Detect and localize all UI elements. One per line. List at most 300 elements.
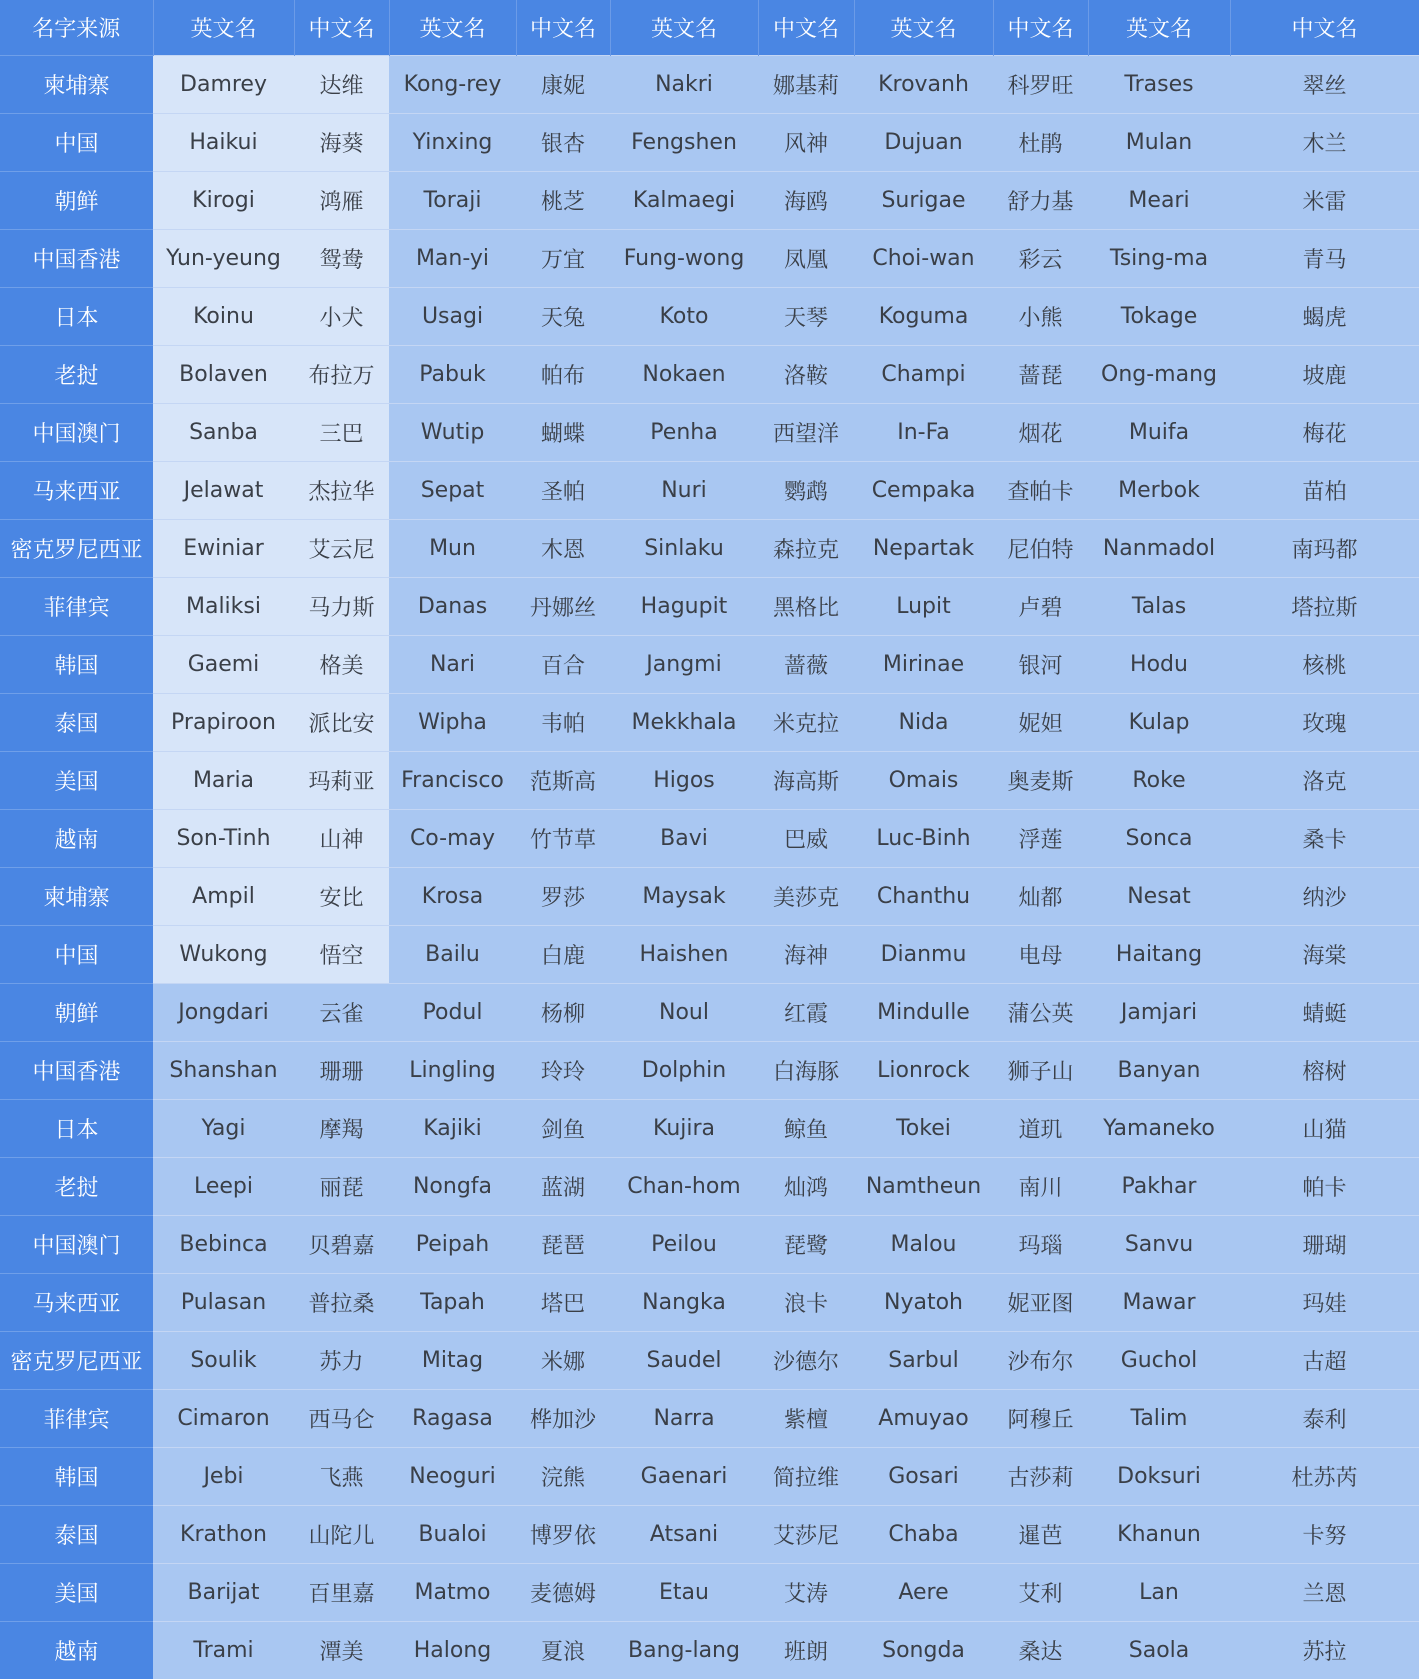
english-name-cell: Bavi <box>610 809 758 867</box>
english-name-cell: Peipah <box>389 1215 516 1273</box>
english-name-cell: Haikui <box>153 113 294 171</box>
header-english-name: 英文名 <box>389 0 516 55</box>
table-row <box>0 287 1419 345</box>
table-row <box>0 693 1419 751</box>
english-name-cell: Tsing-ma <box>1088 229 1230 287</box>
chinese-name-cell: 蝴蝶 <box>516 403 610 461</box>
header-chinese-name: 中文名 <box>1230 0 1419 55</box>
english-name-cell: Pabuk <box>389 345 516 403</box>
english-name-cell: Pulasan <box>153 1273 294 1331</box>
chinese-name-cell: 舒力基 <box>993 171 1088 229</box>
chinese-name-cell: 玛娃 <box>1230 1273 1419 1331</box>
header-chinese-name: 中文名 <box>993 0 1088 55</box>
english-name-cell: Krosa <box>389 867 516 925</box>
source-cell: 越南 <box>0 1621 153 1679</box>
chinese-name-cell: 暹芭 <box>993 1505 1088 1563</box>
english-name-cell: Roke <box>1088 751 1230 809</box>
english-name-cell: Bolaven <box>153 345 294 403</box>
chinese-name-cell: 妮妲 <box>993 693 1088 751</box>
header-english-name: 英文名 <box>610 0 758 55</box>
chinese-name-cell: 格美 <box>294 635 389 693</box>
english-name-cell: Talas <box>1088 577 1230 635</box>
english-name-cell: Koguma <box>854 287 993 345</box>
chinese-name-cell: 桑卡 <box>1230 809 1419 867</box>
chinese-name-cell: 蜻蜓 <box>1230 983 1419 1041</box>
chinese-name-cell: 天兔 <box>516 287 610 345</box>
chinese-name-cell: 白鹿 <box>516 925 610 983</box>
chinese-name-cell: 榕树 <box>1230 1041 1419 1099</box>
english-name-cell: Gaenari <box>610 1447 758 1505</box>
chinese-name-cell: 木兰 <box>1230 113 1419 171</box>
chinese-name-cell: 夏浪 <box>516 1621 610 1679</box>
english-name-cell: Maria <box>153 751 294 809</box>
chinese-name-cell: 米娜 <box>516 1331 610 1389</box>
english-name-cell: Koto <box>610 287 758 345</box>
english-name-cell: Merbok <box>1088 461 1230 519</box>
english-name-cell: Atsani <box>610 1505 758 1563</box>
english-name-cell: Nari <box>389 635 516 693</box>
chinese-name-cell: 布拉万 <box>294 345 389 403</box>
english-name-cell: Ampil <box>153 867 294 925</box>
english-name-cell: Sepat <box>389 461 516 519</box>
english-name-cell: Sinlaku <box>610 519 758 577</box>
english-name-cell: Lupit <box>854 577 993 635</box>
english-name-cell: Usagi <box>389 287 516 345</box>
header-chinese-name: 中文名 <box>758 0 854 55</box>
english-name-cell: Wutip <box>389 403 516 461</box>
english-name-cell: Pakhar <box>1088 1157 1230 1215</box>
english-name-cell: Kujira <box>610 1099 758 1157</box>
chinese-name-cell: 简拉维 <box>758 1447 854 1505</box>
english-name-cell: Yagi <box>153 1099 294 1157</box>
table-row <box>0 1041 1419 1099</box>
english-name-cell: Mekkhala <box>610 693 758 751</box>
table-row <box>0 1505 1419 1563</box>
chinese-name-cell: 康妮 <box>516 55 610 113</box>
english-name-cell: Trases <box>1088 55 1230 113</box>
chinese-name-cell: 蔷琵 <box>993 345 1088 403</box>
english-name-cell: Chanthu <box>854 867 993 925</box>
english-name-cell: Podul <box>389 983 516 1041</box>
english-name-cell: Peilou <box>610 1215 758 1273</box>
chinese-name-cell: 卡努 <box>1230 1505 1419 1563</box>
chinese-name-cell: 玛莉亚 <box>294 751 389 809</box>
english-name-cell: Meari <box>1088 171 1230 229</box>
table-row <box>0 925 1419 983</box>
english-name-cell: Bebinca <box>153 1215 294 1273</box>
chinese-name-cell: 达维 <box>294 55 389 113</box>
english-name-cell: Koinu <box>153 287 294 345</box>
english-name-cell: Halong <box>389 1621 516 1679</box>
chinese-name-cell: 百合 <box>516 635 610 693</box>
chinese-name-cell: 烟花 <box>993 403 1088 461</box>
chinese-name-cell: 罗莎 <box>516 867 610 925</box>
table-row <box>0 983 1419 1041</box>
chinese-name-cell: 玲玲 <box>516 1041 610 1099</box>
source-cell: 泰国 <box>0 693 153 751</box>
english-name-cell: Tokei <box>854 1099 993 1157</box>
chinese-name-cell: 娜基莉 <box>758 55 854 113</box>
english-name-cell: Lingling <box>389 1041 516 1099</box>
chinese-name-cell: 泰利 <box>1230 1389 1419 1447</box>
english-name-cell: Nokaen <box>610 345 758 403</box>
chinese-name-cell: 蒲公英 <box>993 983 1088 1041</box>
chinese-name-cell: 核桃 <box>1230 635 1419 693</box>
source-cell: 菲律宾 <box>0 577 153 635</box>
source-cell: 中国 <box>0 925 153 983</box>
table-row <box>0 751 1419 809</box>
english-name-cell: Guchol <box>1088 1331 1230 1389</box>
chinese-name-cell: 安比 <box>294 867 389 925</box>
english-name-cell: Bualoi <box>389 1505 516 1563</box>
chinese-name-cell: 云雀 <box>294 983 389 1041</box>
english-name-cell: Shanshan <box>153 1041 294 1099</box>
english-name-cell: Nida <box>854 693 993 751</box>
chinese-name-cell: 艾云尼 <box>294 519 389 577</box>
chinese-name-cell: 珊珊 <box>294 1041 389 1099</box>
english-name-cell: Talim <box>1088 1389 1230 1447</box>
english-name-cell: Sanba <box>153 403 294 461</box>
source-cell: 泰国 <box>0 1505 153 1563</box>
chinese-name-cell: 浣熊 <box>516 1447 610 1505</box>
chinese-name-cell: 玛瑙 <box>993 1215 1088 1273</box>
chinese-name-cell: 森拉克 <box>758 519 854 577</box>
english-name-cell: Mun <box>389 519 516 577</box>
source-cell: 马来西亚 <box>0 1273 153 1331</box>
english-name-cell: Chaba <box>854 1505 993 1563</box>
english-name-cell: Trami <box>153 1621 294 1679</box>
chinese-name-cell: 坡鹿 <box>1230 345 1419 403</box>
table-body <box>0 55 1419 1679</box>
english-name-cell: Muifa <box>1088 403 1230 461</box>
english-name-cell: Ong-mang <box>1088 345 1230 403</box>
header-chinese-name: 中文名 <box>516 0 610 55</box>
table-row <box>0 55 1419 113</box>
english-name-cell: Nuri <box>610 461 758 519</box>
chinese-name-cell: 苏拉 <box>1230 1621 1419 1679</box>
chinese-name-cell: 西望洋 <box>758 403 854 461</box>
chinese-name-cell: 艾莎尼 <box>758 1505 854 1563</box>
english-name-cell: Dolphin <box>610 1041 758 1099</box>
chinese-name-cell: 丹娜丝 <box>516 577 610 635</box>
chinese-name-cell: 派比安 <box>294 693 389 751</box>
english-name-cell: Leepi <box>153 1157 294 1215</box>
source-cell: 密克罗尼西亚 <box>0 519 153 577</box>
chinese-name-cell: 木恩 <box>516 519 610 577</box>
chinese-name-cell: 紫檀 <box>758 1389 854 1447</box>
source-cell: 越南 <box>0 809 153 867</box>
chinese-name-cell: 艾利 <box>993 1563 1088 1621</box>
chinese-name-cell: 韦帕 <box>516 693 610 751</box>
chinese-name-cell: 苗柏 <box>1230 461 1419 519</box>
english-name-cell: Haitang <box>1088 925 1230 983</box>
chinese-name-cell: 灿都 <box>993 867 1088 925</box>
english-name-cell: Kong-rey <box>389 55 516 113</box>
english-name-cell: Omais <box>854 751 993 809</box>
english-name-cell: Jamjari <box>1088 983 1230 1041</box>
chinese-name-cell: 鲸鱼 <box>758 1099 854 1157</box>
english-name-cell: Noul <box>610 983 758 1041</box>
table-row <box>0 403 1419 461</box>
english-name-cell: Maysak <box>610 867 758 925</box>
source-cell: 美国 <box>0 1563 153 1621</box>
chinese-name-cell: 兰恩 <box>1230 1563 1419 1621</box>
chinese-name-cell: 古超 <box>1230 1331 1419 1389</box>
chinese-name-cell: 米雷 <box>1230 171 1419 229</box>
english-name-cell: Ewiniar <box>153 519 294 577</box>
english-name-cell: Lan <box>1088 1563 1230 1621</box>
chinese-name-cell: 丽琵 <box>294 1157 389 1215</box>
header-source: 名字来源 <box>0 0 153 55</box>
english-name-cell: Cimaron <box>153 1389 294 1447</box>
source-cell: 中国澳门 <box>0 403 153 461</box>
table-row <box>0 1621 1419 1679</box>
english-name-cell: Dujuan <box>854 113 993 171</box>
english-name-cell: Bailu <box>389 925 516 983</box>
chinese-name-cell: 桑达 <box>993 1621 1088 1679</box>
header-english-name: 英文名 <box>1088 0 1230 55</box>
chinese-name-cell: 天琴 <box>758 287 854 345</box>
chinese-name-cell: 万宜 <box>516 229 610 287</box>
table-row <box>0 867 1419 925</box>
english-name-cell: Yamaneko <box>1088 1099 1230 1157</box>
source-cell: 菲律宾 <box>0 1389 153 1447</box>
chinese-name-cell: 博罗依 <box>516 1505 610 1563</box>
english-name-cell: Chan-hom <box>610 1157 758 1215</box>
chinese-name-cell: 鹦鹉 <box>758 461 854 519</box>
chinese-name-cell: 蔷薇 <box>758 635 854 693</box>
english-name-cell: Hodu <box>1088 635 1230 693</box>
english-name-cell: Saudel <box>610 1331 758 1389</box>
source-cell: 柬埔寨 <box>0 55 153 113</box>
chinese-name-cell: 灿鸿 <box>758 1157 854 1215</box>
chinese-name-cell: 桃芝 <box>516 171 610 229</box>
english-name-cell: Songda <box>854 1621 993 1679</box>
english-name-cell: Gaemi <box>153 635 294 693</box>
chinese-name-cell: 电母 <box>993 925 1088 983</box>
table-row <box>0 519 1419 577</box>
chinese-name-cell: 红霞 <box>758 983 854 1041</box>
english-name-cell: Francisco <box>389 751 516 809</box>
chinese-name-cell: 琵琶 <box>516 1215 610 1273</box>
chinese-name-cell: 杜苏芮 <box>1230 1447 1419 1505</box>
chinese-name-cell: 道玑 <box>993 1099 1088 1157</box>
chinese-name-cell: 南玛都 <box>1230 519 1419 577</box>
chinese-name-cell: 海高斯 <box>758 751 854 809</box>
chinese-name-cell: 米克拉 <box>758 693 854 751</box>
chinese-name-cell: 纳沙 <box>1230 867 1419 925</box>
chinese-name-cell: 玫瑰 <box>1230 693 1419 751</box>
table-row <box>0 345 1419 403</box>
table-row <box>0 229 1419 287</box>
chinese-name-cell: 帕布 <box>516 345 610 403</box>
english-name-cell: Nyatoh <box>854 1273 993 1331</box>
chinese-name-cell: 彩云 <box>993 229 1088 287</box>
chinese-name-cell: 塔巴 <box>516 1273 610 1331</box>
english-name-cell: Co-may <box>389 809 516 867</box>
chinese-name-cell: 银河 <box>993 635 1088 693</box>
source-cell: 密克罗尼西亚 <box>0 1331 153 1389</box>
english-name-cell: Mirinae <box>854 635 993 693</box>
english-name-cell: Luc-Binh <box>854 809 993 867</box>
chinese-name-cell: 塔拉斯 <box>1230 577 1419 635</box>
english-name-cell: Ragasa <box>389 1389 516 1447</box>
english-name-cell: Higos <box>610 751 758 809</box>
chinese-name-cell: 狮子山 <box>993 1041 1088 1099</box>
chinese-name-cell: 浮莲 <box>993 809 1088 867</box>
chinese-name-cell: 黑格比 <box>758 577 854 635</box>
english-name-cell: Nangka <box>610 1273 758 1331</box>
english-name-cell: Sonca <box>1088 809 1230 867</box>
source-cell: 韩国 <box>0 1447 153 1505</box>
chinese-name-cell: 梅花 <box>1230 403 1419 461</box>
english-name-cell: Nepartak <box>854 519 993 577</box>
english-name-cell: Malou <box>854 1215 993 1273</box>
chinese-name-cell: 小熊 <box>993 287 1088 345</box>
chinese-name-cell: 蓝湖 <box>516 1157 610 1215</box>
chinese-name-cell: 琵鹭 <box>758 1215 854 1273</box>
chinese-name-cell: 银杏 <box>516 113 610 171</box>
english-name-cell: Jelawat <box>153 461 294 519</box>
chinese-name-cell: 珊瑚 <box>1230 1215 1419 1273</box>
chinese-name-cell: 山猫 <box>1230 1099 1419 1157</box>
english-name-cell: Sarbul <box>854 1331 993 1389</box>
chinese-name-cell: 尼伯特 <box>993 519 1088 577</box>
chinese-name-cell: 风神 <box>758 113 854 171</box>
source-cell: 朝鲜 <box>0 983 153 1041</box>
chinese-name-cell: 南川 <box>993 1157 1088 1215</box>
chinese-name-cell: 杰拉华 <box>294 461 389 519</box>
table-row <box>0 1099 1419 1157</box>
source-cell: 中国香港 <box>0 1041 153 1099</box>
english-name-cell: Hagupit <box>610 577 758 635</box>
english-name-cell: Saola <box>1088 1621 1230 1679</box>
chinese-name-cell: 海鸥 <box>758 171 854 229</box>
source-cell: 朝鲜 <box>0 171 153 229</box>
chinese-name-cell: 鸳鸯 <box>294 229 389 287</box>
english-name-cell: Fengshen <box>610 113 758 171</box>
chinese-name-cell: 洛鞍 <box>758 345 854 403</box>
chinese-name-cell: 阿穆丘 <box>993 1389 1088 1447</box>
english-name-cell: Son-Tinh <box>153 809 294 867</box>
chinese-name-cell: 巴威 <box>758 809 854 867</box>
table-row <box>0 1157 1419 1215</box>
english-name-cell: Matmo <box>389 1563 516 1621</box>
english-name-cell: In-Fa <box>854 403 993 461</box>
chinese-name-cell: 沙德尔 <box>758 1331 854 1389</box>
english-name-cell: Wukong <box>153 925 294 983</box>
header-english-name: 英文名 <box>153 0 294 55</box>
english-name-cell: Lionrock <box>854 1041 993 1099</box>
chinese-name-cell: 查帕卡 <box>993 461 1088 519</box>
chinese-name-cell: 白海豚 <box>758 1041 854 1099</box>
english-name-cell: Wipha <box>389 693 516 751</box>
chinese-name-cell: 普拉桑 <box>294 1273 389 1331</box>
chinese-name-cell: 古莎莉 <box>993 1447 1088 1505</box>
chinese-name-cell: 沙布尔 <box>993 1331 1088 1389</box>
chinese-name-cell: 山神 <box>294 809 389 867</box>
english-name-cell: Damrey <box>153 55 294 113</box>
table-row <box>0 1447 1419 1505</box>
chinese-name-cell: 美莎克 <box>758 867 854 925</box>
english-name-cell: Danas <box>389 577 516 635</box>
chinese-name-cell: 浪卡 <box>758 1273 854 1331</box>
english-name-cell: Man-yi <box>389 229 516 287</box>
source-cell: 中国澳门 <box>0 1215 153 1273</box>
english-name-cell: Mawar <box>1088 1273 1230 1331</box>
chinese-name-cell: 范斯高 <box>516 751 610 809</box>
header-row <box>0 0 1419 55</box>
chinese-name-cell: 飞燕 <box>294 1447 389 1505</box>
english-name-cell: Barijat <box>153 1563 294 1621</box>
chinese-name-cell: 圣帕 <box>516 461 610 519</box>
table-row <box>0 1331 1419 1389</box>
english-name-cell: Mulan <box>1088 113 1230 171</box>
english-name-cell: Kalmaegi <box>610 171 758 229</box>
source-cell: 老挝 <box>0 1157 153 1215</box>
english-name-cell: Surigae <box>854 171 993 229</box>
chinese-name-cell: 麦德姆 <box>516 1563 610 1621</box>
english-name-cell: Tokage <box>1088 287 1230 345</box>
chinese-name-cell: 悟空 <box>294 925 389 983</box>
english-name-cell: Mindulle <box>854 983 993 1041</box>
chinese-name-cell: 西马仑 <box>294 1389 389 1447</box>
english-name-cell: Yun-yeung <box>153 229 294 287</box>
chinese-name-cell: 马力斯 <box>294 577 389 635</box>
english-name-cell: Toraji <box>389 171 516 229</box>
english-name-cell: Cempaka <box>854 461 993 519</box>
source-cell: 日本 <box>0 1099 153 1157</box>
english-name-cell: Narra <box>610 1389 758 1447</box>
english-name-cell: Bang-lang <box>610 1621 758 1679</box>
english-name-cell: Tapah <box>389 1273 516 1331</box>
english-name-cell: Nakri <box>610 55 758 113</box>
english-name-cell: Banyan <box>1088 1041 1230 1099</box>
chinese-name-cell: 海葵 <box>294 113 389 171</box>
english-name-cell: Nanmadol <box>1088 519 1230 577</box>
chinese-name-cell: 竹节草 <box>516 809 610 867</box>
english-name-cell: Mitag <box>389 1331 516 1389</box>
chinese-name-cell: 剑鱼 <box>516 1099 610 1157</box>
chinese-name-cell: 海棠 <box>1230 925 1419 983</box>
chinese-name-cell: 桦加沙 <box>516 1389 610 1447</box>
chinese-name-cell: 班朗 <box>758 1621 854 1679</box>
chinese-name-cell: 海神 <box>758 925 854 983</box>
english-name-cell: Maliksi <box>153 577 294 635</box>
source-cell: 老挝 <box>0 345 153 403</box>
chinese-name-cell: 杨柳 <box>516 983 610 1041</box>
english-name-cell: Sanvu <box>1088 1215 1230 1273</box>
chinese-name-cell: 凤凰 <box>758 229 854 287</box>
source-cell: 美国 <box>0 751 153 809</box>
chinese-name-cell: 百里嘉 <box>294 1563 389 1621</box>
english-name-cell: Jongdari <box>153 983 294 1041</box>
chinese-name-cell: 苏力 <box>294 1331 389 1389</box>
english-name-cell: Kirogi <box>153 171 294 229</box>
chinese-name-cell: 翠丝 <box>1230 55 1419 113</box>
chinese-name-cell: 蝎虎 <box>1230 287 1419 345</box>
english-name-cell: Dianmu <box>854 925 993 983</box>
chinese-name-cell: 艾涛 <box>758 1563 854 1621</box>
english-name-cell: Prapiroon <box>153 693 294 751</box>
chinese-name-cell: 洛克 <box>1230 751 1419 809</box>
english-name-cell: Amuyao <box>854 1389 993 1447</box>
english-name-cell: Soulik <box>153 1331 294 1389</box>
english-name-cell: Doksuri <box>1088 1447 1230 1505</box>
chinese-name-cell: 三巴 <box>294 403 389 461</box>
table-row <box>0 1563 1419 1621</box>
english-name-cell: Haishen <box>610 925 758 983</box>
